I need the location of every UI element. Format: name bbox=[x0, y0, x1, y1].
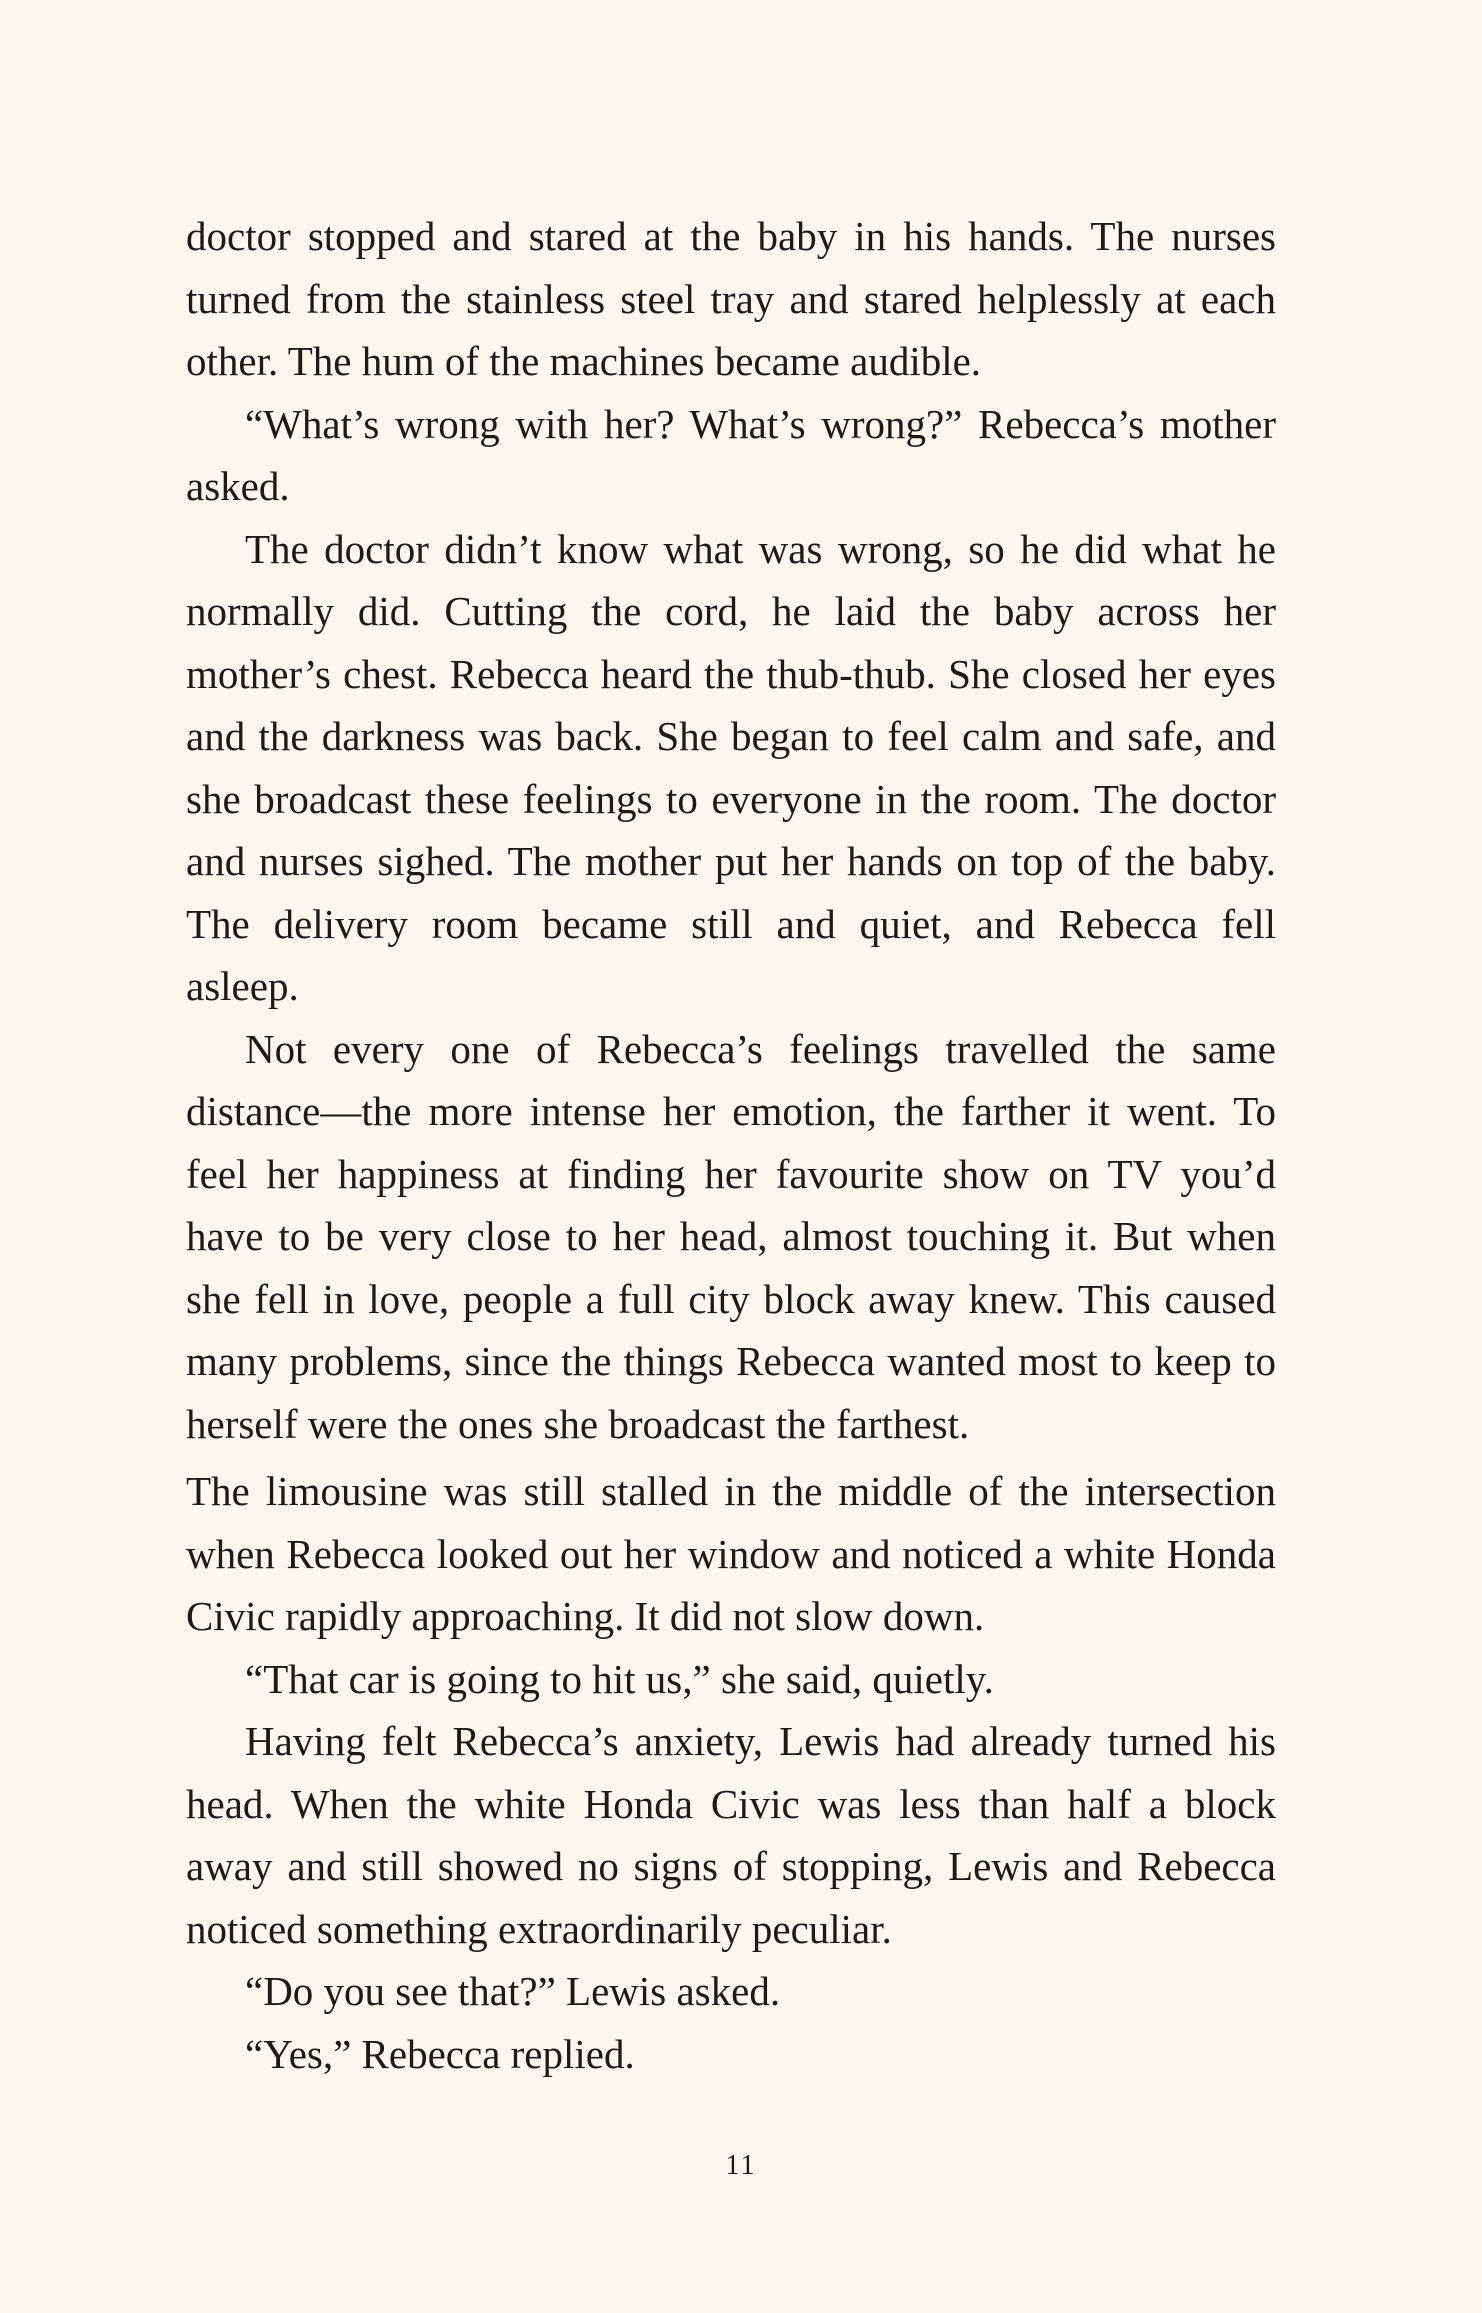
paragraph: “That car is going to hit us,” she said, quietly. bbox=[245, 1655, 994, 1702]
page-number: 11 bbox=[725, 2150, 757, 2181]
paragraph: doctor stopped and stared at the baby in his hands. The nurses turned from the stainless steel tray and stared helplessly at each other. The hum of the machines became audible. bbox=[186, 213, 1276, 384]
paragraph: The doctor didn’t know what was wrong, so he did what he normally did. Cutting the cord, he laid the baby across her mother’s chest. Rebecca heard the thub-thub. She closed her eyes and the darkness was back. She began to feel calm and safe, and she broadcast these feelings to everyone in the room. The doctor and nurses sighed. The mother put her hands on top of the baby. The delivery room became still and quiet, and Rebecca fell asleep. bbox=[186, 525, 1276, 1009]
paragraph: The limousine was still stalled in the middle of the intersection when Rebecca looked out her window and noticed a white Honda Civic rapidly approaching. It did not slow down. bbox=[186, 1468, 1276, 1639]
text-section-one bbox=[186, 205, 1276, 1455]
paragraph: Not every one of Rebecca’s feelings travelled the same distance—the more intense her emotion, the farther it went. To feel her happiness at finding her favourite show on TV you’d have to be very close to her head, almost touching it. But when she fell in love, people a full city block away knew. This caused many problems, since the things Rebecca wanted most to keep to herself were the ones she broadcast the farthest. bbox=[186, 1025, 1276, 1447]
text-section-two bbox=[186, 1460, 1276, 2085]
paragraph: Having felt Rebecca’s anxiety, Lewis had already turned his head. When the white Honda Civic was less than half a block away and still showed no signs of stopping, Lewis and Rebecca noticed something extraordinarily peculiar. bbox=[186, 1718, 1276, 1952]
paragraph: “Yes,” Rebecca replied. bbox=[245, 2030, 635, 2077]
paragraph: “What’s wrong with her? What’s wrong?” Rebecca’s mother asked. bbox=[186, 400, 1276, 509]
paragraph: “Do you see that?” Lewis asked. bbox=[245, 1968, 781, 2014]
